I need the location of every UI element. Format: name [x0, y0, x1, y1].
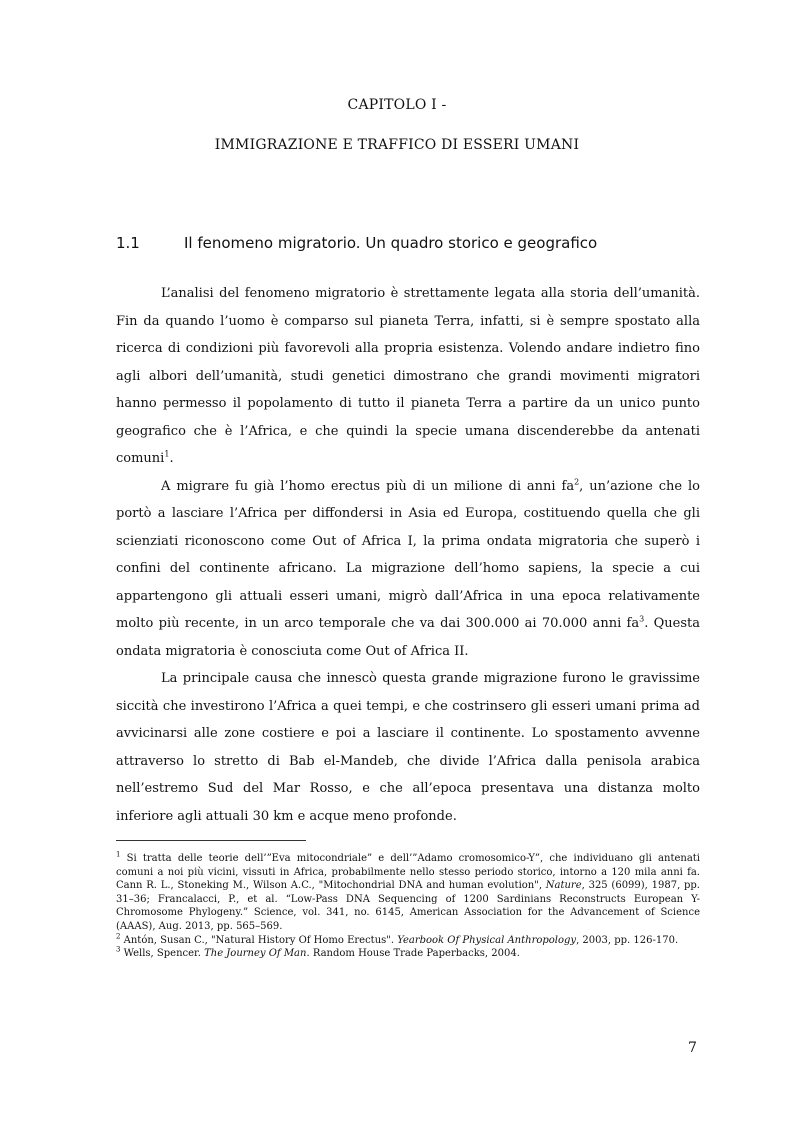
footnote-1	[116, 852, 700, 934]
paragraph-2-text-c: . Questa ondata migratoria è conosciuta come Out of Africa II.	[116, 616, 701, 659]
footnote-3-number: 3	[116, 945, 121, 954]
footnote-divider	[116, 840, 306, 841]
footnote-ref-1[interactable]: 1	[164, 449, 170, 459]
footnotes	[116, 852, 700, 961]
section-number: 1.1	[116, 234, 140, 252]
footnote-ref-3[interactable]: 3	[639, 614, 645, 624]
footnote-2-text-b: , 2003, pp. 126-170.	[576, 934, 679, 946]
footnote-1-number: 1	[116, 850, 121, 859]
paragraph-2-text-a: A migrare fu già l’homo erectus più di un milione di anni fa	[161, 478, 575, 494]
footnote-2-text-a: Antón, Susan C., "Natural History Of Homo Erectus".	[120, 934, 398, 946]
chapter-number: CAPITOLO I -	[347, 97, 447, 113]
footnote-1-text-b: , 325 (6099), 1987, pp. 31–36; Francalacci, P., et al. “Low-Pass DNA Sequencing of 1200 Sardinians Reconstructs European Y-Chromosome Phylogeny.” Science, vol. 341, no. 6145, American Association for the Advancement of Science (AAAS), Aug. 2013, pp. 565–569.	[116, 880, 700, 932]
footnote-2	[116, 934, 700, 948]
footnote-3-text-a: Wells, Spencer.	[120, 948, 205, 960]
footnote-2-number: 2	[116, 932, 121, 941]
footnote-3	[116, 947, 700, 961]
paragraph-1-end: .	[169, 451, 174, 466]
section-heading	[116, 234, 716, 252]
footnote-3-text-b: . Random House Trade Paperbacks, 2004.	[306, 948, 520, 960]
paragraph-2	[116, 473, 700, 666]
footnote-ref-2[interactable]: 2	[574, 477, 580, 487]
chapter-title: IMMIGRAZIONE E TRAFFICO DI ESSERI UMANI	[214, 137, 580, 153]
footnote-2-journal: Yearbook Of Physical Anthropology	[397, 934, 577, 946]
page-number: 7	[688, 1040, 697, 1056]
footnote-1-text-a: Si tratta delle teorie dell’”Eva mitocondriale” e dell’”Adamo cromosomico-Y”, che individuano gli antenati comuni a noi più vicini, vissuti in Africa, probabilmente nello stesso periodo storico, intorno a 120 mila anni fa. Cann R. L., Stoneking M., Wilson A.C., "Mitochondrial DNA and human evolution",	[116, 853, 700, 892]
paragraph-1	[116, 280, 700, 473]
footnote-1-journal: Nature	[545, 880, 582, 892]
footnote-3-title: The Journey Of Man	[204, 948, 307, 960]
paragraph-3: La principale causa che innescò questa grande migrazione furono le gravissime siccità che investirono l’Africa a quei tempi, e che costrinsero gli esseri umani prima ad avvicinarsi alle zone costiere e poi a lasciare il continente. Lo spostamento avvenne attraverso lo stretto di Bab el-Mandeb, che divide l’Africa dalla penisola arabica nell’estremo Sud del Mar Rosso, e che all’epoca presentava una distanza molto inferiore agli attuali 30 km e acque meno profonde.	[116, 671, 700, 824]
section-title: Il fenomeno migratorio. Un quadro storico e geografico	[184, 234, 598, 252]
body-text	[116, 280, 700, 830]
paragraph-1-text: L’analisi del fenomeno migratorio è strettamente legata alla storia dell’umanità. Fin da quando l’uomo è comparso sul pianeta Terra, infatti, si è sempre spostato alla ricerca di condizioni più favorevoli alla propria esistenza. Volendo andare indietro fino agli albori dell’umanità, studi genetici dimostrano che grandi movimenti migratori hanno permesso il popolamento di tutto il pianeta Terra a partire da un unico punto geografico che è l’Africa, e che quindi la specie umana discenderebbe da antenati comuni	[116, 286, 700, 466]
paragraph-2-text-b: , un’azione che lo portò a lasciare l’Africa per diffondersi in Asia ed Europa, costituendo quella che gli scienziati riconoscono come Out of Africa I, la prima ondata migratoria che superò i confini del continente africano. La migrazione dell’homo sapiens, la specie a cui appartengono gli attuali esseri umani, migrò dall’Africa in una epoca relativamente molto più recente, in un arco temporale che va dai 300.000 ai 70.000 anni fa	[116, 478, 700, 631]
